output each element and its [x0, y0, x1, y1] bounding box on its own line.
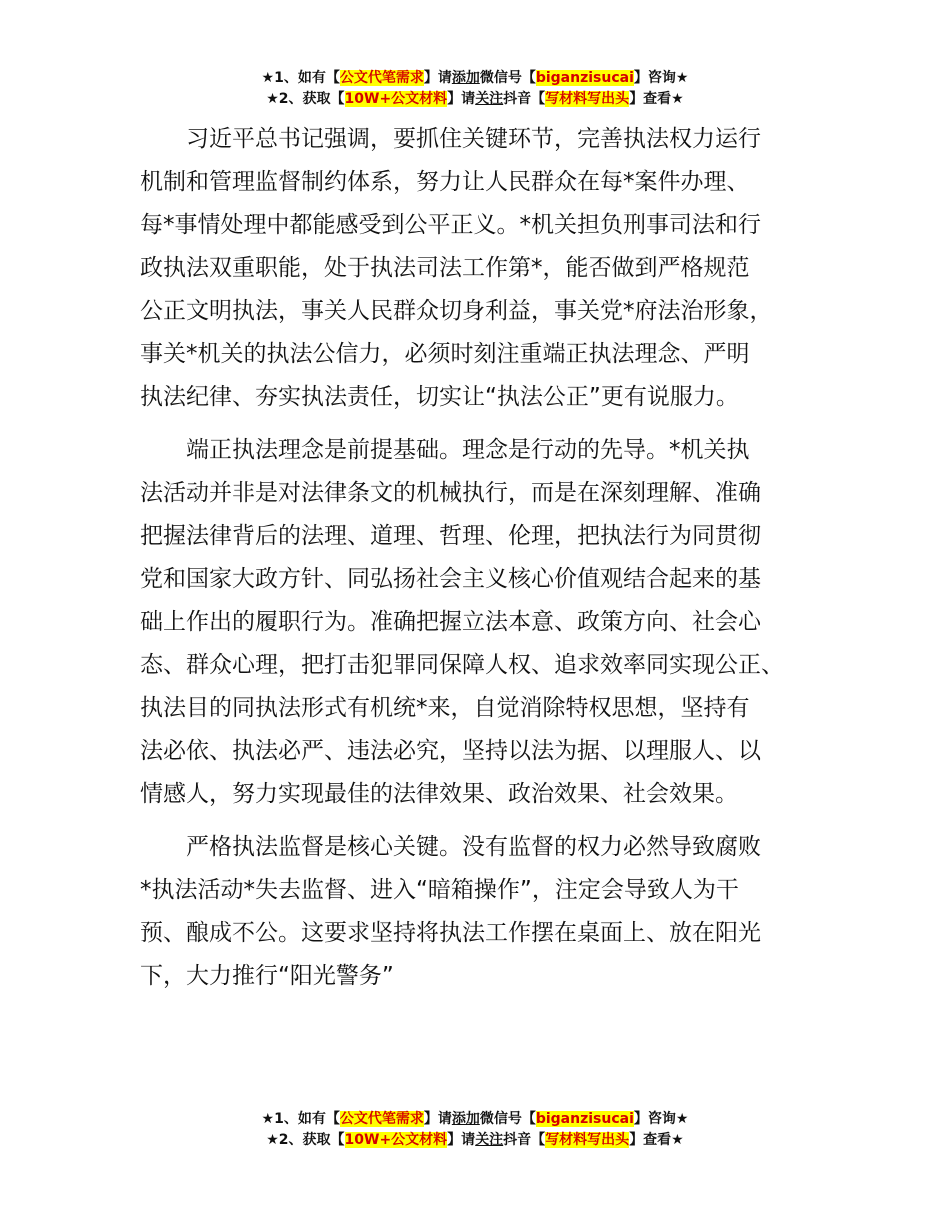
footer-banner-line-2 — [0, 1130, 950, 1151]
banner-underlined-text: 添加 — [451, 1111, 480, 1127]
footer-banner-line-1 — [0, 1109, 950, 1130]
banner-highlight: 10W+公文材料 — [344, 1132, 448, 1148]
banner-text: ★2、获取【 — [266, 91, 345, 107]
text-line: 政执法双重职能，处于执法司法工作第*，能否做到严格规范 — [140, 255, 750, 281]
banner-text: 】查看★ — [629, 91, 684, 107]
text-line: 态、群众心理，把打击犯罪同保障人权、追求效率同实现公正、 — [140, 652, 784, 678]
text-line: 情感人，努力实现最佳的法律效果、政治效果、社会效果。 — [140, 781, 738, 807]
paragraph-2 — [140, 429, 840, 816]
text-line: 法必依、执法必严、违法必究，坚持以法为据、以理服人、以 — [140, 738, 761, 764]
text-line: 下，大力推行“阳光警务” — [140, 963, 394, 989]
text-line: 把握法律背后的法理、道理、哲理、伦理，把执法行为同贯彻 — [140, 523, 761, 549]
text-line: 础上作出的履职行为。准确把握立法本意、政策方向、社会心 — [140, 609, 761, 635]
text-line: 事关*机关的执法公信力，必须时刻注重端正执法理念、严明 — [140, 341, 750, 367]
banner-highlight: biganzisucai — [535, 1111, 634, 1127]
banner-text: 】查看★ — [629, 1132, 684, 1148]
banner-text: 】请 — [447, 1132, 476, 1148]
text-line: 端正执法理念是前提基础。理念是行动的先导。*机关执 — [186, 437, 750, 463]
banner-text: ★2、获取【 — [266, 1132, 345, 1148]
banner-text: 】请 — [423, 70, 452, 86]
text-line: 习近平总书记强调，要抓住关键环节，完善执法权力运行 — [186, 126, 761, 152]
document-body — [140, 118, 840, 1008]
header-banner-line-2 — [0, 89, 950, 110]
banner-text: ★1、如有【 — [261, 1111, 340, 1127]
text-line: *执法活动*失去监督、进入“暗箱操作”，注定会导致人为干 — [140, 877, 739, 903]
paragraph-1 — [140, 118, 840, 419]
banner-text: 抖音【 — [503, 1132, 546, 1148]
banner-underlined-text: 关注 — [475, 1132, 504, 1148]
banner-text: ★1、如有【 — [261, 70, 340, 86]
banner-highlight: 写材料写出头 — [545, 91, 630, 107]
banner-text: 】咨询★ — [633, 70, 689, 86]
banner-text: 微信号【 — [479, 70, 536, 86]
footer-banner — [0, 1109, 950, 1151]
text-line: 党和国家大政方针、同弘扬社会主义核心价值观结合起来的基 — [140, 566, 761, 592]
banner-highlight: biganzisucai — [535, 70, 634, 86]
text-line: 每*事情处理中都能感受到公平正义。*机关担负刑事司法和行 — [140, 212, 761, 238]
text-line: 法活动并非是对法律条文的机械执行，而是在深刻理解、准确 — [140, 480, 761, 506]
text-line: 机制和管理监督制约体系，努力让人民群众在每*案件办理、 — [140, 169, 750, 195]
text-line: 执法纪律、夯实执法责任，切实让“执法公正”更有说服力。 — [140, 384, 739, 410]
banner-underlined-text: 添加 — [451, 70, 480, 86]
banner-text: 】咨询★ — [633, 1111, 689, 1127]
banner-highlight: 10W+公文材料 — [344, 91, 448, 107]
text-line: 执法目的同执法形式有机统*来，自觉消除特权思想，坚持有 — [140, 695, 750, 721]
text-line: 公正文明执法，事关人民群众切身利益，事关党*府法治形象， — [140, 298, 773, 324]
text-line: 严格执法监督是核心关键。没有监督的权力必然导致腐败 — [186, 834, 761, 860]
paragraph-3 — [140, 826, 840, 998]
banner-highlight: 公文代笔需求 — [339, 1111, 424, 1127]
banner-highlight: 写材料写出头 — [545, 1132, 630, 1148]
banner-highlight: 公文代笔需求 — [339, 70, 424, 86]
header-banner — [0, 68, 950, 110]
banner-underlined-text: 关注 — [475, 91, 504, 107]
text-line: 预、酿成不公。这要求坚持将执法工作摆在桌面上、放在阳光 — [140, 920, 761, 946]
banner-text: 抖音【 — [503, 91, 546, 107]
banner-text: 】请 — [447, 91, 476, 107]
banner-text: 】请 — [423, 1111, 452, 1127]
banner-text: 微信号【 — [479, 1111, 536, 1127]
header-banner-line-1 — [0, 68, 950, 89]
